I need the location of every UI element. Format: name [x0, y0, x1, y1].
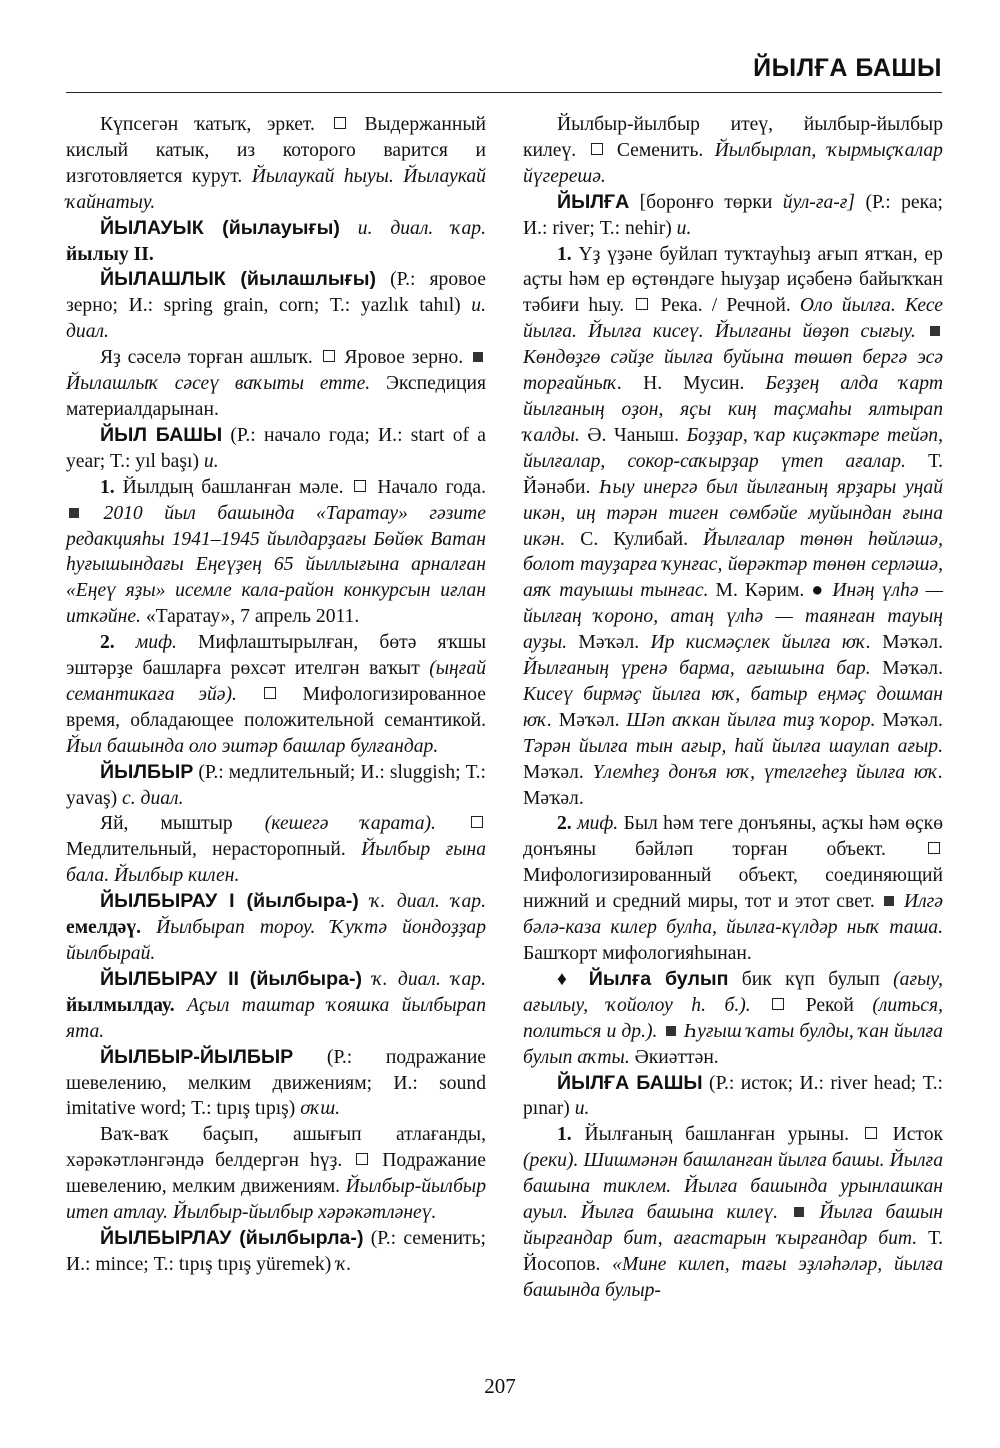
entry-yylashlyk: ЙЫЛАШЛЫК (йылашлығы) (Р.: яровое зерно; И.: spring grain, corn; Т.: yazlık tahıl) и. диал. — [66, 268, 486, 343]
translation-marker-icon — [264, 687, 276, 699]
entry-yylbyr: ЙЫЛБЫР (Р.: медлительный; И.: sluggish; Т.: yavaş) с. диал. — [66, 760, 486, 809]
headword: ЙЫЛБЫР — [100, 760, 194, 783]
translation-marker-icon — [636, 298, 648, 310]
bullet-icon: ● — [811, 580, 826, 602]
headword: ЙЫЛБЫРЛАУ (йылбырла-) — [100, 1226, 364, 1249]
example-marker-icon — [69, 508, 79, 518]
phrase-headword: Йылға булып — [588, 967, 729, 990]
definition: 1. Йылғаның башланған урыны. Исток (реки). Шишмәнән башланған йылға башы. Йылға башына тиклем. Йылға башында урынлашкан ауыл. Йылға башына килеү. Йылға башын йырғандар бит, ағастарын ҡырғандар бит. Т. Йосопов. «Мине килеп, тағы эҙләһәләр, йылға башында булыр- — [523, 1124, 944, 1301]
translation-marker-icon — [323, 350, 335, 362]
right-column — [523, 112, 943, 1304]
page-number: 207 — [484, 1374, 516, 1398]
header-rule — [66, 92, 942, 93]
translation-marker-icon — [354, 480, 366, 492]
headword: ЙЫЛБЫР-ЙЫЛБЫР — [100, 1045, 294, 1068]
definition: 1. Үҙ үҙәне буйлап туҡтауһыҙ ағып ятҡан, ер аҫты һәм ер өҫтөндәге һыуҙар иҫәбенә байыҡҡан тәбиғи һыу. Река. / Речной. Оло йылға. Кесе йылға. Йылға кисеү. Йылғаны йөҙөп сығыу. Көндөҙгө сәйҙе йылға буйына төшөп бергә эсә торғайныҡ. Н. Мусин. Беҙҙең алда ҡарт йылғаның оҙон, яҫы киң таҫмаһы ялтырап ҡалды. Ә. Чаныш. Боҙҙар, ҡар киҫәктәре тейәп, йылғалар, сокор-саҡырҙар үтеп ағалар. Т. Йәнәби. Һыу инергә был йылғаның ярҙары уңай икән, иң тәрән тиген сөмбәйе муйындан ғына икән. С. Кулибай. Йылғалар төнөн һөйләшә, болот тауҙарға ҡунғас, йөрәктәр төнөн серләшә, аяҡ тауышы тынғас. М. Кәрим. ● Инәң үлһә — йылғаң ҡороно, атаң үлһә — таянған тауың ауҙы. Мәҡәл. Ир кисмәҫлек йылға юҡ. Мәҡәл. Йылғаның үренә барма, ағышына бар. Мәҡәл. Кисеү бирмәҫ йылға юҡ, батыр еңмәҫ дошман юҡ. Мәҡәл. Шәп аҡкан йылға тиҙ ҡорор. Мәҡәл. Тәрән йылға тын ағыр, һай йылға шаулап ағыр. Мәҡәл. Үлемһеҙ донъя юҡ, үтелгеһеҙ йылға юҡ. Мәҡәл. — [523, 243, 944, 809]
translation-marker-icon — [471, 816, 483, 828]
entry-yylauyk: ЙЫЛАУЫК (йылауығы) и. диал. ҡар. йылыу II. — [66, 216, 486, 265]
definition: 2. миф. Был һәм теге донъяны, аҫҡы һәм өҫкө донъяны бәйләп торған объект. Мифологизированный объект, соединяющий нижний и средний миры, тот и этот свет. Илгә бәлә-каза килер булһа, йылға-күлдәр ныҡ таша. Башҡорт мифологияһынан. — [523, 813, 944, 964]
translation-marker-icon — [356, 1153, 368, 1165]
headword: ЙЫЛБЫРАУ I (йылбыра-) — [100, 890, 359, 913]
example-marker-icon — [666, 1026, 676, 1036]
entry-continuation: Йылбыр-йылбыр итеү, йылбыр-йылбыр килеү. Семенить. Йылбырлап, ҡырмыҫҡалар йүгерешә. — [523, 114, 943, 187]
example-marker-icon — [794, 1207, 804, 1217]
definition: Ваҡ-ваҡ баҫып, ашығып атлағанды, хәрәкәтләнгәндә белдергән һүҙ. Подражание шевелению, мелким движениям. Йылбыр-йылбыр итеп атлау. Йылбыр-йылбыр хәрәкәтләнеү. — [66, 1124, 486, 1224]
example-marker-icon — [930, 326, 940, 336]
entry-yylga-bashy: ЙЫЛҒА БАШЫ (Р.: исток; И.: river head; Т.: pınar) и. — [523, 1071, 944, 1120]
definition: 2. миф. Мифлаштырылған, бөтә яҡшы эштәрҙе башларға рөхсәт ителгән ваҡыт (ыңғай семантикаға эйә). Мифологизированное время, обладающее положительной семантикой. Йыл башында оло эштәр башлар булғандар. — [66, 632, 486, 757]
translation-marker-icon — [865, 1127, 877, 1139]
entry-yyl-bashy: ЙЫЛ БАШЫ (Р.: начало года; И.: start of a year; Т.: yıl başı) и. — [66, 423, 486, 472]
diamond-icon: ♦ — [557, 968, 576, 990]
headword: ЙЫЛБЫРАУ II (йылбыра-) — [100, 967, 363, 990]
entry-yylbyrau-2: ЙЫЛБЫРАУ II (йылбыра-) ҡ. диал. ҡар. йылмылдау. Аҫыл таштар ҡояшка йылбырап ята. — [66, 967, 486, 1042]
translation-marker-icon — [334, 117, 346, 129]
entry-yylbyrau-1: ЙЫЛБЫРАУ I (йылбыра-) ҡ. диал. ҡар. емелдәү. Йылбырап тороу. Ҡуҡтә йондоҙҙар йылбырай. — [66, 890, 486, 964]
definition: Яй, мыштыр (кешегә ҡарата). Медлительный, нерасторопный. Йылбыр ғына бала. Йылбыр килен. — [66, 813, 486, 887]
entry-yylbyrlau: ЙЫЛБЫРЛАУ (йылбырла-) (Р.: семенить; И.: mince; Т.: tıpış tıpış yüremek) ҡ. — [66, 1226, 486, 1275]
example-marker-icon — [473, 352, 483, 362]
headword: ЙЫЛҒА БАШЫ — [557, 1071, 703, 1094]
left-column — [66, 112, 486, 1278]
headword: ЙЫЛАУЫК (йылауығы) — [100, 216, 340, 239]
phrase-yylga-bulyp: ♦ Йылға булып бик күп булып (ағыу, ағылыу, ҡойолоу һ. б.). Рекой (литься, политься и др.). Һуғыш ҡаты булды, ҡан йылға булып аҡты. Әкиәттән. — [523, 967, 943, 1068]
headword: ЙЫЛАШЛЫК (йылашлығы) — [100, 268, 376, 291]
running-head: ЙЫЛҒА БАШЫ — [753, 54, 942, 82]
entry-yylga: ЙЫЛҒА [боронғо төрки йул-ға-ғ] (Р.: река; И.: river; Т.: nehir) и. — [523, 190, 943, 239]
entry-continuation: Күпсегән ҡатыҡ, эркет. Выдержанный кислый катык, из которого варится и изготовляется курут. Йылаукай һыуы. Йылаукай ҡайнатыу. — [66, 114, 487, 213]
entry-yylbyr-yylbyr: ЙЫЛБЫР-ЙЫЛБЫР (Р.: подражание шевелению, мелким движениям; И.: sound imitative word; Т.: tıpış tıpış) оҡш. — [66, 1045, 486, 1120]
example-marker-icon — [884, 896, 894, 906]
headword: ЙЫЛҒА — [557, 190, 630, 213]
definition: 1. Йылдың башланған мәле. Начало года. 2010 йыл башында «Таратау» гәзите редакцияһы 1941–1945 йылдарҙағы Бөйөк Ватан һуғышындағы Еңеүҙең 65 йыллығына арналған «Еңеү яҙы» исемле кала-район конкурсын иғлан иткәйне. «Таратау», 7 апрель 2011. — [66, 476, 486, 628]
headword: ЙЫЛ БАШЫ — [100, 423, 223, 446]
definition: Яҙ сәселә торған ашлыҡ. Яровое зерно. Йылашлыҡ сәсеү ваҡыты етте. Экспедиция материалдарынан. — [66, 347, 486, 420]
translation-marker-icon — [928, 842, 940, 854]
translation-marker-icon — [591, 143, 603, 155]
translation-marker-icon — [772, 998, 784, 1010]
